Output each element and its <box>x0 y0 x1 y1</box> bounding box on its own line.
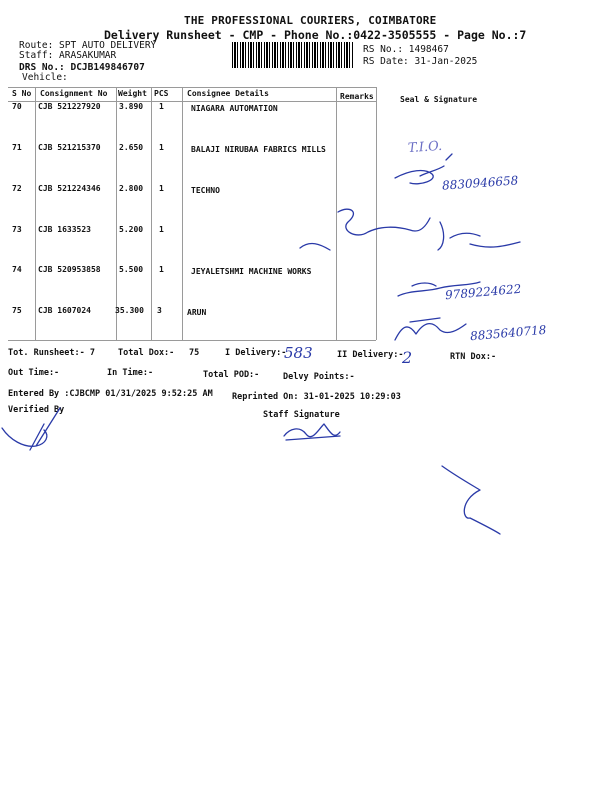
out-time-label: Out Time:- <box>8 368 60 378</box>
table-row-sno: 75 <box>12 306 22 315</box>
col-header-weight: Weight <box>118 89 147 98</box>
table-row-weight: 5.200 <box>119 225 144 234</box>
table-row-pcs: 1 <box>159 225 164 234</box>
total-dox-value: 75 <box>189 348 200 358</box>
table-row-consignment: CJB 1607024 <box>38 306 91 315</box>
handwritten-ii-delivery-count: 2 <box>402 348 413 367</box>
handwritten-i-delivery-count: 583 <box>284 344 313 362</box>
handwritten-phone-row74: 9789224622 <box>444 281 522 303</box>
col-header-consignment: Consignment No <box>40 89 108 98</box>
table-row-sno: 70 <box>12 102 22 111</box>
table-row-consignment: CJB 521224346 <box>38 184 101 193</box>
drs-number: DRS No.: DCJB149846707 <box>19 62 145 73</box>
table-row-consignee: NIAGARA AUTOMATION <box>191 104 278 113</box>
table-row-pcs: 1 <box>159 143 164 152</box>
handwritten-remark-row70: T.I.O. <box>407 138 443 157</box>
table-row-weight: 5.500 <box>119 265 144 274</box>
signature-row71 <box>395 154 452 184</box>
staff-signature-label: Staff Signature <box>263 410 340 420</box>
verified-by-label: Verified By <box>8 405 65 415</box>
entered-by: Entered By :CJBCMP 01/31/2025 9:52:25 AM <box>8 389 213 399</box>
table-row-consignment: CJB 1633523 <box>38 225 91 234</box>
company-title: THE PROFESSIONAL COURIERS, COIMBATORE <box>184 14 437 27</box>
runsheet-subtitle: Delivery Runsheet - CMP - Phone No.:0422-3505555 - Page No.:7 <box>104 28 527 42</box>
table-row-sno: 74 <box>12 265 22 274</box>
total-dox-label: Total Dox:- <box>118 348 175 358</box>
total-pod-label: Total POD:- <box>203 370 260 380</box>
table-row-pcs: 1 <box>159 102 164 111</box>
in-time-label: In Time:- <box>107 368 154 378</box>
signature-verified-by <box>2 408 60 450</box>
table-row-weight: 2.650 <box>119 143 144 152</box>
table-row-weight: 35.300 <box>115 306 144 315</box>
table-row-pcs: 1 <box>159 184 164 193</box>
table-row-weight: 3.890 <box>119 102 144 111</box>
table-row-consignment: CJB 521215370 <box>38 143 101 152</box>
col-header-sno: S No <box>12 89 32 98</box>
table-row-sno: 72 <box>12 184 22 193</box>
table-row-consignee: BALAJI NIRUBAA FABRICS MILLS <box>191 145 326 154</box>
i-delivery-label: I Delivery:- <box>225 348 287 358</box>
signature-row73 <box>338 209 430 235</box>
table-row-consignment: CJB 521227920 <box>38 102 101 111</box>
signature-row74 <box>398 282 480 296</box>
table-row-sno: 73 <box>12 225 22 234</box>
rtn-dox-label: RTN Dox:- <box>450 352 497 362</box>
table-row-consignee: ARUN <box>187 308 207 317</box>
table-row-sno: 71 <box>12 143 22 152</box>
tick-mark <box>442 466 500 534</box>
reprinted-on: Reprinted On: 31-01-2025 10:29:03 <box>232 392 401 402</box>
col-header-consignee: Consignee Details <box>187 89 269 98</box>
table-row-pcs: 3 <box>157 306 162 315</box>
signature-row75 <box>395 318 466 340</box>
table-row-consignee: JEYALETSHMI MACHINE WORKS <box>191 267 312 276</box>
col-header-seal: Seal & Signature <box>400 95 478 104</box>
handwritten-phone-row75: 8835640718 <box>469 322 547 344</box>
ii-delivery-label: II Delivery:- <box>337 350 404 360</box>
handwritten-phone-row71: 8830946658 <box>441 173 519 193</box>
table-row-weight: 2.800 <box>119 184 144 193</box>
tot-runsheet: Tot. Runsheet:- 7 <box>8 348 95 358</box>
table-row-consignment: CJB 520953858 <box>38 265 101 274</box>
rs-date: RS Date: 31-Jan-2025 <box>363 56 478 67</box>
rs-number: RS No.: 1498467 <box>363 44 449 55</box>
table-row-pcs: 1 <box>159 265 164 274</box>
col-header-pcs: PCS <box>154 89 169 98</box>
col-header-remarks: Remarks <box>340 92 374 101</box>
signature-staff <box>284 424 340 440</box>
route-label: Route: SPT AUTO DELIVERY <box>19 40 157 51</box>
delvy-points-label: Delvy Points:- <box>283 372 355 382</box>
staff-label: Staff: ARASAKUMAR <box>19 50 117 61</box>
vehicle-label: Vehicle: <box>22 72 68 83</box>
table-row-consignee: TECHNO <box>191 186 220 195</box>
